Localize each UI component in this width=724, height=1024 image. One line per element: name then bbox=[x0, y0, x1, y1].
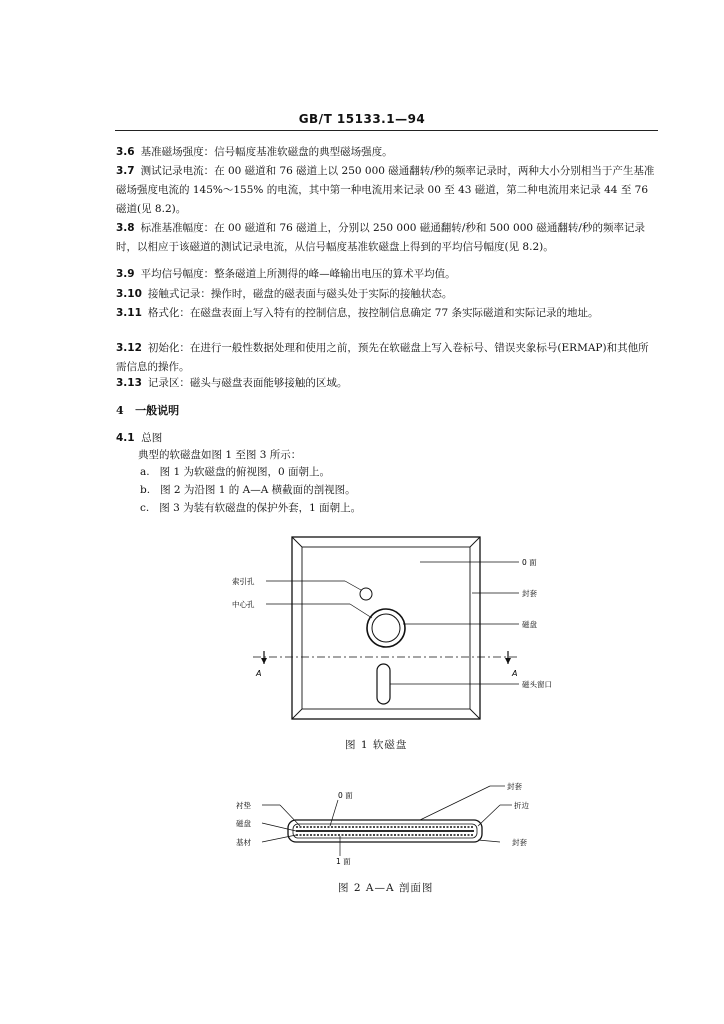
label-jacket: 封套 bbox=[522, 589, 537, 598]
clause-number: 3.7 bbox=[116, 165, 135, 177]
list-text: 图 2 为沿图 1 的 A—A 横截面的剖视图。 bbox=[160, 484, 356, 496]
label-disk-layer: 磁盘 bbox=[236, 819, 251, 828]
page-header: GB/T 15133.1—94 bbox=[298, 112, 426, 126]
clause-number: 3.8 bbox=[116, 222, 135, 234]
clause-text: 格式化：在磁盘表面上写入特有的控制信息，按控制信息确定 77 条实际磁道和实际记录的地址。 bbox=[147, 307, 599, 319]
list-marker: c. bbox=[140, 502, 150, 514]
clause-number: 3.9 bbox=[116, 268, 135, 280]
label-fold: 折边 bbox=[514, 801, 529, 810]
clause-text: 平均信号幅度：整条磁道上所测得的峰—峰输出电压的算术平均值。 bbox=[140, 268, 456, 280]
clause-number: 3.13 bbox=[116, 377, 142, 389]
section-title: 一般说明 bbox=[135, 404, 180, 417]
subsection-number: 4.1 bbox=[116, 432, 135, 444]
list-text: 图 1 为软磁盘的俯视图，0 面朝上。 bbox=[159, 466, 330, 478]
figure-2-caption: 图 2 A—A 剖面图 bbox=[338, 882, 434, 894]
clause-text: 测试记录电流：在 00 磁道和 76 磁道上以 250 000 磁通翻转/秒的频率记录时，两种大小分别相当于产生基准磁场强度电流的 145%～155% 的电流，其中第一种电流用来记录 00 至 43 磁道，第二种电流用来记录 44 至 76 磁道(见 8.2)。 bbox=[116, 165, 655, 215]
clause-number: 3.10 bbox=[116, 288, 142, 300]
label-jacket-top: 封套 bbox=[507, 782, 522, 791]
label-jacket-bottom: 封套 bbox=[512, 838, 527, 847]
label-substrate: 基材 bbox=[236, 838, 251, 847]
clause-number: 3.12 bbox=[116, 342, 142, 354]
list-marker: b. bbox=[140, 484, 151, 496]
label-disk: 磁盘 bbox=[522, 620, 537, 629]
label-side-1: 1 面 bbox=[336, 857, 351, 866]
clause-number: 3.6 bbox=[116, 146, 135, 158]
section-number: 4 bbox=[116, 404, 124, 417]
clause-text: 记录区：磁头与磁盘表面能够接触的区域。 bbox=[147, 377, 348, 389]
clause-text: 基准磁场强度：信号幅度基准软磁盘的典型磁场强度。 bbox=[140, 146, 393, 158]
clause-text: 接触式记录：操作时，磁盘的磁表面与磁头处于实际的接触状态。 bbox=[147, 288, 453, 300]
label-side-0-section: 0 面 bbox=[338, 791, 353, 800]
clause-number: 3.11 bbox=[116, 307, 142, 319]
list-text: 图 3 为装有软磁盘的保护外套，1 面朝上。 bbox=[159, 502, 362, 514]
list-marker: a. bbox=[140, 466, 150, 478]
label-index-hole: 索引孔 bbox=[232, 577, 255, 586]
label-center-hole: 中心孔 bbox=[232, 600, 255, 609]
intro-text: 典型的软磁盘如图 1 至图 3 所示： bbox=[138, 449, 302, 461]
label-side-0: 0 面 bbox=[522, 558, 537, 567]
label-head-window: 磁头窗口 bbox=[522, 680, 552, 689]
clause-text: 初始化：在进行一般性数据处理和使用之前，预先在软磁盘上写入卷标号、错误夹象标号(ERMAP)和其他所需信息的操作。 bbox=[116, 342, 649, 373]
section-label-left: A bbox=[256, 669, 262, 678]
label-liner: 衬垫 bbox=[236, 801, 251, 810]
section-label-right: A bbox=[512, 669, 518, 678]
clause-text: 标准基准幅度：在 00 磁道和 76 磁道上，分别以 250 000 磁通翻转/秒和 500 000 磁通翻转/秒的频率记录时，以相应于该磁道的测试记录电流，从信号幅度基准软磁盘上得到的平均信号幅度(见 8.2)。 bbox=[116, 222, 645, 253]
figure-1-caption: 图 1 软磁盘 bbox=[345, 739, 408, 751]
subsection-title: 总图 bbox=[141, 432, 163, 444]
